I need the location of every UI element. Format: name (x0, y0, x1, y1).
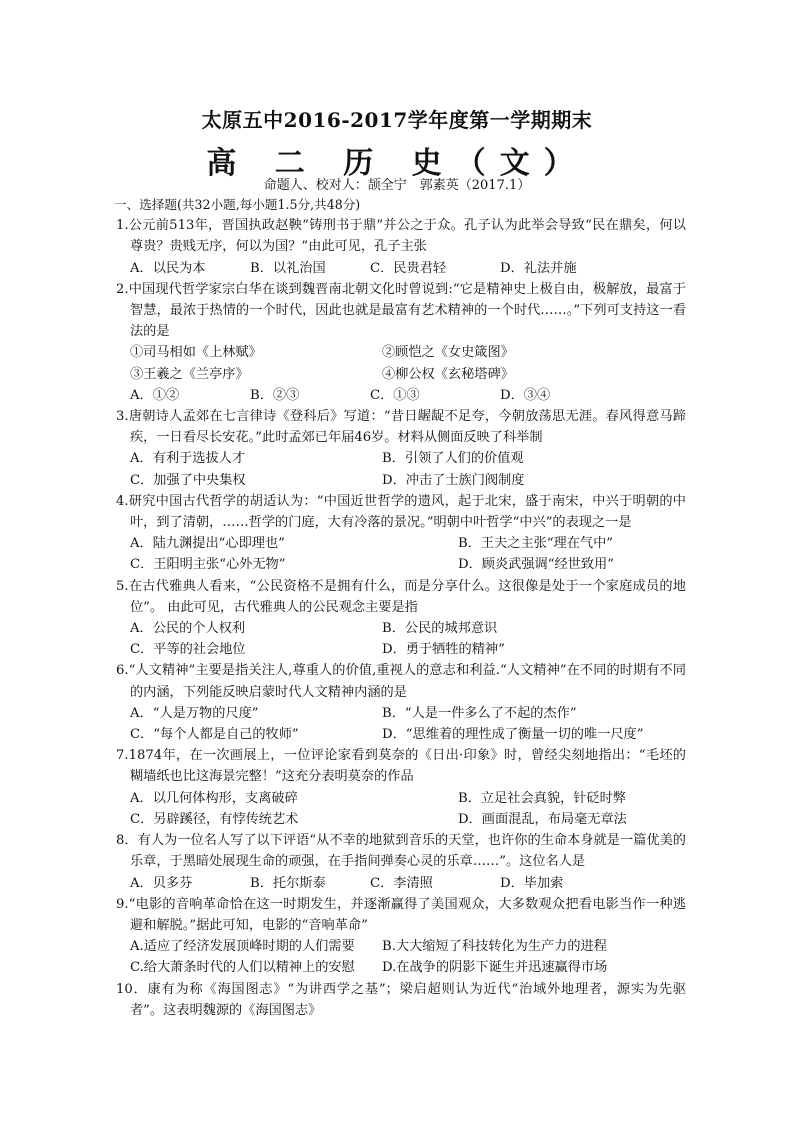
answer-option: B．②③ (250, 387, 300, 403)
question-2 (116, 279, 686, 406)
answer-option: A．以几何体构形，支离破碎 (130, 790, 298, 806)
answer-option: C．王阳明主张“心外无物” (130, 557, 286, 573)
answer-option: C．李清照 (370, 875, 433, 891)
answer-option: C．加强了中央集权 (130, 472, 246, 488)
question-item: ③王羲之《兰亭序》 (130, 366, 249, 382)
question-10 (116, 979, 686, 1021)
question-9 (116, 894, 686, 979)
answer-option: D．画面混乱，布局毫无章法 (458, 811, 627, 827)
question-item: ④柳公权《玄秘塔碑》 (382, 366, 514, 382)
question-stem: 6.“人文精神”主要是指关注人,尊重人的价值,重视人的意志和利益.“人文精神”在不同的时期有不同的内涵，下列能反映启蒙时代人文精神内涵的是 (116, 663, 686, 700)
answer-option: A.适应了经济发展顶峰时期的人们需要 (130, 939, 355, 955)
answer-option: D．“思维着的理性成了衡量一切的唯一尺度” (382, 727, 644, 743)
question-5 (116, 576, 686, 661)
authors-line: 命题人、校对人：颉全宁 郭素英（2017.1） (263, 178, 531, 193)
answer-option: B．托尔斯泰 (250, 875, 326, 891)
answer-option: A．公民的个人权利 (130, 621, 246, 637)
answer-option: C．①③ (370, 387, 420, 403)
answer-option: B．立足社会真貌，针砭时弊 (458, 790, 626, 806)
answer-options (116, 385, 686, 406)
question-stem: 2.中国现代哲学家宗白华在谈到魏晋南北朝文化时曾说到:“它是精神史上极自由，极解放，最富于智慧，最浓于热情的一个时代，因此也就是最富有艺术精神的一个时代……。”下列可支持这一看法的是 (116, 281, 686, 340)
answer-option: A．①② (130, 387, 180, 403)
answer-options (116, 703, 686, 745)
answer-option: C．平等的社会地位 (130, 642, 246, 658)
question-stem: 4.研究中国古代哲学的胡适认为：“中国近世哲学的遗风，起于北宋，盛于南宋，中兴于明朝的中叶，到了清朝，……哲学的门庭，大有冷落的景况。”明朝中叶哲学“中兴”的表现之一是 (116, 493, 686, 531)
answer-options (116, 788, 686, 830)
answer-options (116, 448, 686, 490)
answer-option: D．毕加索 (500, 875, 564, 891)
answer-option: D．③④ (500, 387, 551, 403)
answer-option: A．陆九渊提出“心即理也” (130, 536, 285, 552)
answer-option: B．“人是一件多么了不起的杰作” (382, 705, 577, 721)
subject-title: 高 二 历 史（文） (206, 146, 588, 181)
answer-option: B．公民的城邦意识 (382, 621, 498, 637)
answer-options (116, 533, 686, 575)
question-stem: 7.1874年，在一次画展上，一位评论家看到莫奈的《日出·印象》时，曾经尖刻地指出：“毛坯的糊墙纸也比这海景完整！”这充分表明莫奈的作品 (116, 748, 686, 785)
answer-option: A．“人是万物的尺度” (130, 705, 259, 721)
question-stem: 10．康有为称《海国图志》“为讲西学之基”；梁启超则认为近代“治域外地理者，源实为先驱者”。这表明魏源的《海国图志》 (116, 981, 686, 1018)
answer-options (116, 873, 686, 894)
answer-option: C．另辟蹊径，有悖传统艺术 (130, 811, 299, 827)
question-4 (116, 491, 686, 576)
question-1 (116, 215, 686, 279)
question-items (116, 342, 686, 384)
answer-options (116, 618, 686, 660)
answer-option: B．王夫之主张“理在气中” (458, 536, 614, 552)
answer-option: D．勇于牺牲的精神” (382, 642, 505, 658)
question-list (116, 194, 686, 1021)
answer-option: C．“每个人都是自己的牧师” (130, 727, 299, 743)
answer-option: B．以礼治国 (250, 260, 326, 276)
answer-option: D．礼法并施 (500, 260, 577, 276)
answer-option: D.在战争的阴影下诞生并迅速赢得市场 (382, 960, 608, 976)
question-7 (116, 745, 686, 830)
question-stem: 5.在古代雅典人看来，“公民资格不是拥有什么，而是分享什么。这很像是处于一个家庭成员的地位”。 由此可见，古代雅典人的公民观念主要是指 (116, 578, 686, 615)
question-8 (116, 830, 686, 894)
exam-title: 太原五中2016-2017学年度第一学期期末 (201, 108, 593, 132)
question-stem: 8．有人为一位名人写了以下评语“从不幸的地狱到音乐的天堂，也许你的生命本身就是一篇优美的乐章，于黑暗处展现生命的顽强，在手指间弹奏心灵的乐章……”。这位名人是 (116, 833, 686, 870)
question-item: ①司马相如《上林赋》 (130, 345, 262, 361)
answer-option: C．民贵君轻 (370, 260, 447, 276)
answer-option: D．顾炎武强调“经世致用” (458, 557, 614, 573)
section-heading: 一、选择题(共32小题,每小题1.5分,共48分) (114, 197, 361, 212)
question-stem: 1.公元前513年，晋国执政赵鞅“铸刑书于鼎”并公之于众。孔子认为此举会导致“民在鼎矣，何以尊贵？贵贱无序，何以为国？”由此可见，孔子主张 (116, 218, 686, 255)
answer-option: D．冲击了士族门阀制度 (382, 472, 525, 488)
answer-option: B．引领了人们的价值观 (382, 451, 524, 467)
question-stem: 9.“电影的音响革命恰在这一时期发生，并逐渐赢得了美国观众，大多数观众把看电影当作一种逃避和解脱。”据此可知，电影的“音响革命” (116, 896, 686, 933)
answer-option: C.给大萧条时代的人们以精神上的安慰 (130, 960, 355, 976)
answer-option: B.大大缩短了科技转化为生产力的进程 (382, 939, 607, 955)
question-3 (116, 406, 686, 491)
question-stem: 3.唐朝诗人孟郊在七言律诗《登科后》写道：“昔日龌龊不足夸，今朝放荡思无涯。春风得意马蹄疾，一日看尽长安花。”此时孟郊已年届46岁。材料从侧面反映了科举制 (116, 409, 686, 446)
answer-options (116, 258, 686, 279)
question-item: ②顾恺之《女史箴图》 (382, 345, 514, 361)
answer-options (116, 936, 686, 978)
answer-option: A．贝多芬 (130, 875, 193, 891)
question-6 (116, 660, 686, 745)
answer-option: A．以民为本 (130, 260, 206, 276)
answer-option: A．有利于选拔人才 (130, 451, 246, 467)
